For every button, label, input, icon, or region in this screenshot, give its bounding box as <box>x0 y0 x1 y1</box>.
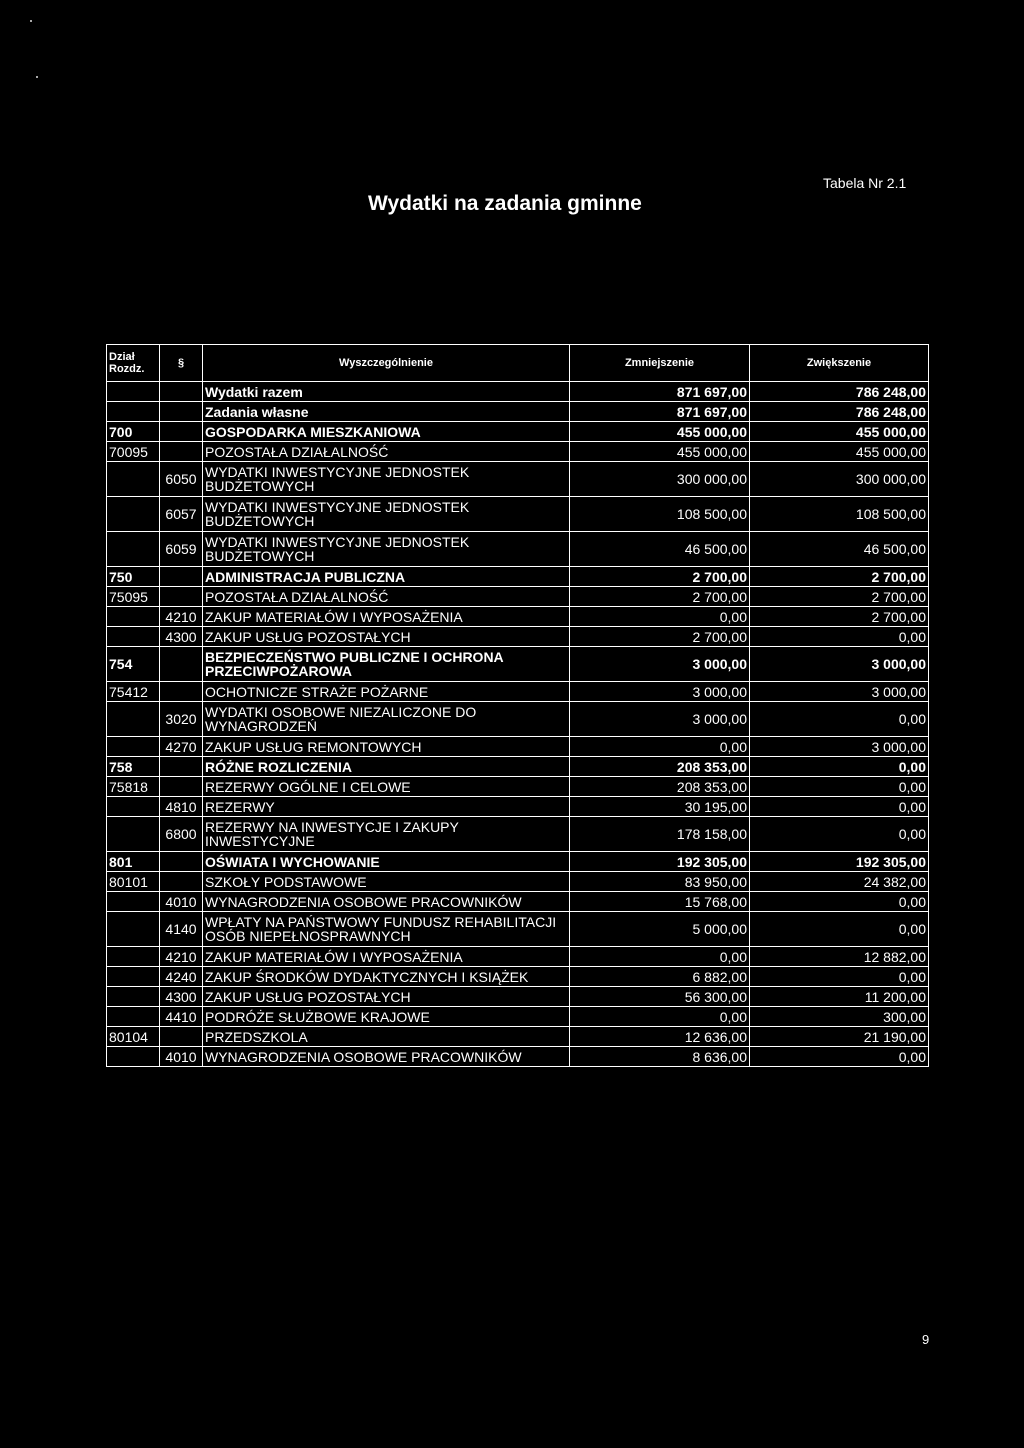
header-dzial-rozdz <box>107 345 160 382</box>
row-zwiekszenie: 108 500,00 <box>750 497 929 532</box>
table-row <box>107 987 929 1007</box>
row-code <box>107 737 160 757</box>
row-zwiekszenie: 300,00 <box>750 1007 929 1027</box>
row-zwiekszenie: 0,00 <box>750 892 929 912</box>
header-wyszczegolnienie: Wyszczególnienie <box>203 345 570 382</box>
scan-speck <box>30 20 32 22</box>
row-paragraf: 4810 <box>160 797 203 817</box>
row-code <box>107 892 160 912</box>
table-row <box>107 422 929 442</box>
table-row <box>107 817 929 852</box>
table-row <box>107 462 929 497</box>
expenditure-table <box>106 344 929 1067</box>
row-zmniejszenie: 871 697,00 <box>570 402 750 422</box>
table-row <box>107 647 929 682</box>
header-zmniejszenie: Zmniejszenie <box>570 345 750 382</box>
row-name: WYDATKI INWESTYCYJNE JEDNOSTEK BUDŻETOWYCH <box>203 532 570 567</box>
row-name: PODRÓŻE SŁUŻBOWE KRAJOWE <box>203 1007 570 1027</box>
table-row <box>107 852 929 872</box>
row-zwiekszenie: 0,00 <box>750 702 929 737</box>
row-name: OŚWIATA I WYCHOWANIE <box>203 852 570 872</box>
row-zmniejszenie: 178 158,00 <box>570 817 750 852</box>
table-row <box>107 532 929 567</box>
table-row <box>107 682 929 702</box>
row-paragraf <box>160 852 203 872</box>
row-paragraf: 6050 <box>160 462 203 497</box>
row-paragraf: 4210 <box>160 607 203 627</box>
row-paragraf: 4010 <box>160 1047 203 1067</box>
row-zwiekszenie: 3 000,00 <box>750 682 929 702</box>
row-name: POZOSTAŁA DZIAŁALNOŚĆ <box>203 587 570 607</box>
row-name: REZERWY OGÓLNE I CELOWE <box>203 777 570 797</box>
row-name: ZAKUP MATERIAŁÓW I WYPOSAŻENIA <box>203 947 570 967</box>
row-code <box>107 627 160 647</box>
table-row <box>107 967 929 987</box>
row-zmniejszenie: 455 000,00 <box>570 442 750 462</box>
table-row <box>107 382 929 402</box>
table-row <box>107 947 929 967</box>
row-paragraf: 4300 <box>160 627 203 647</box>
table-row <box>107 702 929 737</box>
row-code: 700 <box>107 422 160 442</box>
row-name: WYNAGRODZENIA OSOBOWE PRACOWNIKÓW <box>203 1047 570 1067</box>
row-zwiekszenie: 0,00 <box>750 817 929 852</box>
row-code <box>107 497 160 532</box>
row-zwiekszenie: 3 000,00 <box>750 737 929 757</box>
row-zwiekszenie: 2 700,00 <box>750 587 929 607</box>
row-code <box>107 382 160 402</box>
row-zmniejszenie: 2 700,00 <box>570 567 750 587</box>
row-code <box>107 402 160 422</box>
row-paragraf <box>160 382 203 402</box>
table-row <box>107 872 929 892</box>
row-zmniejszenie: 208 353,00 <box>570 777 750 797</box>
row-zmniejszenie: 56 300,00 <box>570 987 750 1007</box>
table-row <box>107 757 929 777</box>
row-zmniejszenie: 2 700,00 <box>570 627 750 647</box>
row-zwiekszenie: 455 000,00 <box>750 422 929 442</box>
row-paragraf <box>160 682 203 702</box>
row-paragraf: 6800 <box>160 817 203 852</box>
row-code <box>107 607 160 627</box>
row-code: 80104 <box>107 1027 160 1047</box>
table-row <box>107 892 929 912</box>
row-code <box>107 1007 160 1027</box>
row-code <box>107 1047 160 1067</box>
row-code <box>107 702 160 737</box>
row-zwiekszenie: 21 190,00 <box>750 1027 929 1047</box>
table-row <box>107 1007 929 1027</box>
row-name: WYDATKI INWESTYCYJNE JEDNOSTEK BUDŻETOWYCH <box>203 462 570 497</box>
row-code <box>107 987 160 1007</box>
row-paragraf: 4210 <box>160 947 203 967</box>
row-code <box>107 947 160 967</box>
row-code: 758 <box>107 757 160 777</box>
row-name: WYDATKI OSOBOWE NIEZALICZONE DO WYNAGRODZEŃ <box>203 702 570 737</box>
row-paragraf <box>160 422 203 442</box>
row-name: ZAKUP ŚRODKÓW DYDAKTYCZNYCH I KSIĄŻEK <box>203 967 570 987</box>
row-paragraf <box>160 442 203 462</box>
row-zwiekszenie: 300 000,00 <box>750 462 929 497</box>
row-paragraf <box>160 567 203 587</box>
row-zmniejszenie: 0,00 <box>570 947 750 967</box>
scan-speck <box>36 76 38 78</box>
row-name: ZAKUP USŁUG REMONTOWYCH <box>203 737 570 757</box>
row-code <box>107 967 160 987</box>
row-zmniejszenie: 3 000,00 <box>570 682 750 702</box>
page-number: 9 <box>922 1332 930 1347</box>
row-zmniejszenie: 0,00 <box>570 1007 750 1027</box>
row-paragraf: 4270 <box>160 737 203 757</box>
row-name: BEZPIECZEŃSTWO PUBLICZNE I OCHRONA PRZECIWPOŻAROWA <box>203 647 570 682</box>
row-name: PRZEDSZKOLA <box>203 1027 570 1047</box>
row-code <box>107 797 160 817</box>
table-row <box>107 442 929 462</box>
row-code: 70095 <box>107 442 160 462</box>
row-zwiekszenie: 455 000,00 <box>750 442 929 462</box>
row-zwiekszenie: 786 248,00 <box>750 382 929 402</box>
row-zwiekszenie: 0,00 <box>750 912 929 947</box>
row-code: 75095 <box>107 587 160 607</box>
table-row <box>107 587 929 607</box>
row-zmniejszenie: 208 353,00 <box>570 757 750 777</box>
row-zwiekszenie: 11 200,00 <box>750 987 929 1007</box>
table-row <box>107 497 929 532</box>
row-name: SZKOŁY PODSTAWOWE <box>203 872 570 892</box>
row-code: 754 <box>107 647 160 682</box>
row-zwiekszenie: 3 000,00 <box>750 647 929 682</box>
row-name: POZOSTAŁA DZIAŁALNOŚĆ <box>203 442 570 462</box>
row-code: 750 <box>107 567 160 587</box>
row-zmniejszenie: 871 697,00 <box>570 382 750 402</box>
row-zmniejszenie: 300 000,00 <box>570 462 750 497</box>
row-code <box>107 532 160 567</box>
row-paragraf: 4410 <box>160 1007 203 1027</box>
table-row <box>107 567 929 587</box>
row-zwiekszenie: 0,00 <box>750 627 929 647</box>
row-zwiekszenie: 2 700,00 <box>750 567 929 587</box>
row-zwiekszenie: 0,00 <box>750 777 929 797</box>
table-row <box>107 737 929 757</box>
row-zwiekszenie: 0,00 <box>750 797 929 817</box>
row-zwiekszenie: 24 382,00 <box>750 872 929 892</box>
header-zwiekszenie: Zwiększenie <box>750 345 929 382</box>
row-zmniejszenie: 455 000,00 <box>570 422 750 442</box>
row-paragraf: 4140 <box>160 912 203 947</box>
table-number: Tabela Nr 2.1 <box>823 175 907 191</box>
row-name: Wydatki razem <box>203 382 570 402</box>
row-name: REZERWY NA INWESTYCJE I ZAKUPY INWESTYCYJNE <box>203 817 570 852</box>
row-zmniejszenie: 30 195,00 <box>570 797 750 817</box>
row-paragraf <box>160 402 203 422</box>
row-zmniejszenie: 8 636,00 <box>570 1047 750 1067</box>
table-row <box>107 797 929 817</box>
row-name: ZAKUP USŁUG POZOSTAŁYCH <box>203 987 570 1007</box>
row-paragraf: 4010 <box>160 892 203 912</box>
row-zmniejszenie: 3 000,00 <box>570 702 750 737</box>
table-row <box>107 1047 929 1067</box>
table-row <box>107 607 929 627</box>
page-title: Wydatki na zadania gminne <box>368 192 642 215</box>
row-name: WYDATKI INWESTYCYJNE JEDNOSTEK BUDŻETOWYCH <box>203 497 570 532</box>
row-paragraf <box>160 647 203 682</box>
row-zwiekszenie: 2 700,00 <box>750 607 929 627</box>
row-code: 75818 <box>107 777 160 797</box>
header-dzial: Dział <box>109 351 135 363</box>
row-name: OCHOTNICZE STRAŻE POŻARNE <box>203 682 570 702</box>
row-code: 80101 <box>107 872 160 892</box>
row-paragraf <box>160 757 203 777</box>
row-name: ZAKUP MATERIAŁÓW I WYPOSAŻENIA <box>203 607 570 627</box>
row-paragraf <box>160 777 203 797</box>
row-paragraf: 4240 <box>160 967 203 987</box>
row-zwiekszenie: 786 248,00 <box>750 402 929 422</box>
row-zwiekszenie: 192 305,00 <box>750 852 929 872</box>
header-paragraf: § <box>160 345 203 382</box>
row-name: WPŁATY NA PAŃSTWOWY FUNDUSZ REHABILITACJI OSÓB NIEPEŁNOSPRAWNYCH <box>203 912 570 947</box>
table-row <box>107 402 929 422</box>
row-zmniejszenie: 12 636,00 <box>570 1027 750 1047</box>
row-zmniejszenie: 108 500,00 <box>570 497 750 532</box>
table-row <box>107 912 929 947</box>
row-name: ADMINISTRACJA PUBLICZNA <box>203 567 570 587</box>
row-paragraf: 6057 <box>160 497 203 532</box>
row-zwiekszenie: 0,00 <box>750 967 929 987</box>
row-code <box>107 462 160 497</box>
row-zmniejszenie: 192 305,00 <box>570 852 750 872</box>
row-paragraf: 4300 <box>160 987 203 1007</box>
row-zmniejszenie: 15 768,00 <box>570 892 750 912</box>
row-zmniejszenie: 6 882,00 <box>570 967 750 987</box>
row-zwiekszenie: 0,00 <box>750 1047 929 1067</box>
row-zmniejszenie: 2 700,00 <box>570 587 750 607</box>
table-row <box>107 1027 929 1047</box>
row-code: 75412 <box>107 682 160 702</box>
table-row <box>107 777 929 797</box>
row-paragraf: 3020 <box>160 702 203 737</box>
row-paragraf <box>160 872 203 892</box>
row-code <box>107 817 160 852</box>
row-code: 801 <box>107 852 160 872</box>
row-zmniejszenie: 5 000,00 <box>570 912 750 947</box>
row-paragraf <box>160 1027 203 1047</box>
row-zmniejszenie: 0,00 <box>570 607 750 627</box>
row-name: WYNAGRODZENIA OSOBOWE PRACOWNIKÓW <box>203 892 570 912</box>
table-header-row <box>107 345 929 382</box>
row-name: Zadania własne <box>203 402 570 422</box>
row-zmniejszenie: 3 000,00 <box>570 647 750 682</box>
row-name: REZERWY <box>203 797 570 817</box>
row-name: ZAKUP USŁUG POZOSTAŁYCH <box>203 627 570 647</box>
row-paragraf <box>160 587 203 607</box>
row-zmniejszenie: 83 950,00 <box>570 872 750 892</box>
row-zmniejszenie: 0,00 <box>570 737 750 757</box>
row-zwiekszenie: 12 882,00 <box>750 947 929 967</box>
row-zwiekszenie: 46 500,00 <box>750 532 929 567</box>
row-name: GOSPODARKA MIESZKANIOWA <box>203 422 570 442</box>
table-row <box>107 627 929 647</box>
row-code <box>107 912 160 947</box>
row-zmniejszenie: 46 500,00 <box>570 532 750 567</box>
row-paragraf: 6059 <box>160 532 203 567</box>
row-name: RÓŻNE ROZLICZENIA <box>203 757 570 777</box>
row-zwiekszenie: 0,00 <box>750 757 929 777</box>
header-rozdz: Rozdz. <box>109 363 145 375</box>
